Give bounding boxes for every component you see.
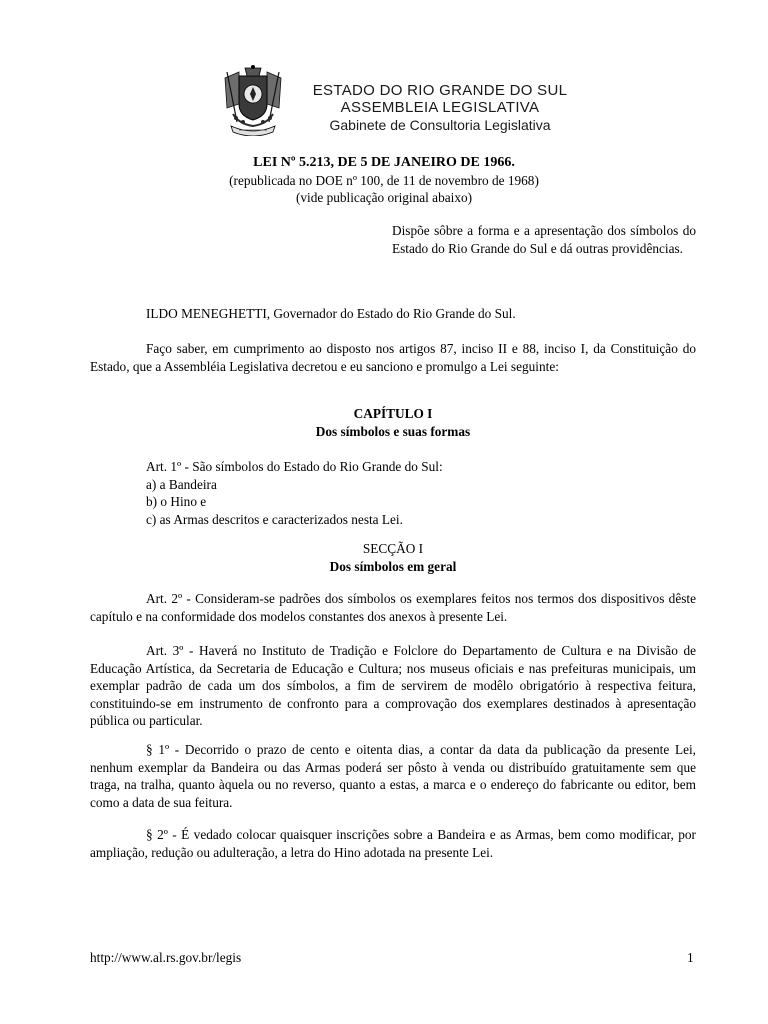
article-1 — [146, 458, 696, 528]
office-name: Gabinete de Consultoria Legislativa — [329, 117, 551, 133]
assembly-name: ASSEMBLEIA LEGISLATIVA — [340, 99, 540, 116]
original-note: (vide publicação original abaixo) — [295, 190, 473, 205]
header — [300, 82, 580, 135]
section-heading — [90, 540, 696, 575]
chapter-heading — [90, 405, 696, 440]
chapter-number: CAPÍTULO I — [353, 406, 433, 421]
ementa: Dispõe sôbre a forma e a apresentação dos símbolos do Estado do Rio Grande do Sul e dá outras providências. — [392, 223, 696, 256]
preamble: Faço saber, em cumprimento ao disposto nos artigos 87, inciso II e 88, inciso I, da Constituição do Estado, que a Assembléia Legislativa decretou e eu sanciono e promulgo a Lei seguinte: — [90, 341, 696, 374]
footer-url[interactable]: http://www.al.rs.gov.br/legis — [90, 950, 242, 965]
paragraph-1: § 1º - Decorrido o prazo de cento e oitenta dias, a contar da data da publicação da presente Lei, nenhum exemplar da Bandeira ou das Armas poderá ser pôsto à venda ou distribuído gratuitamente sem que traga, na tralha, quanto àquela ou no reverso, quanto a estas, a marca e o endereço do fabricante ou editor, bem como a data de sua feitura. — [90, 742, 696, 810]
section-title: Dos símbolos em geral — [329, 558, 457, 574]
law-title: LEI Nº 5.213, DE 5 DE JANEIRO DE 1966. — [253, 155, 515, 170]
article-2: Art. 2º - Consideram-se padrões dos símbolos os exemplares feitos nos termos dos dispositivos dêste capítulo e na conformidade dos modelos constantes dos anexos à presente Lei. — [90, 591, 696, 624]
list-item: b) o Hino e — [146, 494, 207, 509]
list-item: c) as Armas descritos e caracterizados nesta Lei. — [146, 511, 403, 527]
section-number: SECÇÃO I — [362, 541, 424, 556]
state-name: ESTADO DO RIO GRANDE DO SUL — [312, 82, 568, 99]
page-number: 1 — [687, 950, 694, 965]
governor-line: ILDO MENEGHETTI, Governador do Estado do Rio Grande do Sul. — [146, 306, 516, 321]
chapter-title: Dos símbolos e suas formas — [315, 423, 471, 439]
article-1-text: Art. 1º - São símbolos do Estado do Rio Grande do Sul: — [146, 459, 443, 474]
law-heading — [0, 154, 768, 206]
coat-of-arms-icon — [219, 64, 287, 136]
article-3: Art. 3º - Haverá no Instituto de Tradição e Folclore do Departamento de Cultura e na Divisão de Educação Artística, da Secretaria de Educação e Cultura; nos museus oficiais e nas prefeituras municipais, um exemplar padrão de cada um dos símbolos, a fim de servirem de modêlo obrigatório à respectiva feitura, constituindo-se em instrumento de confronto para a comprovação dos exemplares destinados à apresentação pública ou particular. — [90, 643, 696, 728]
paragraph-2: § 2º - É vedado colocar quaisquer inscrições sobre a Bandeira e as Armas, bem como modificar, por ampliação, redução ou adulteração, a letra do Hino adotada na presente Lei. — [90, 827, 696, 860]
republished-note: (republicada no DOE nº 100, de 11 de novembro de 1968) — [229, 173, 539, 188]
list-item: a) a Bandeira — [146, 476, 217, 492]
